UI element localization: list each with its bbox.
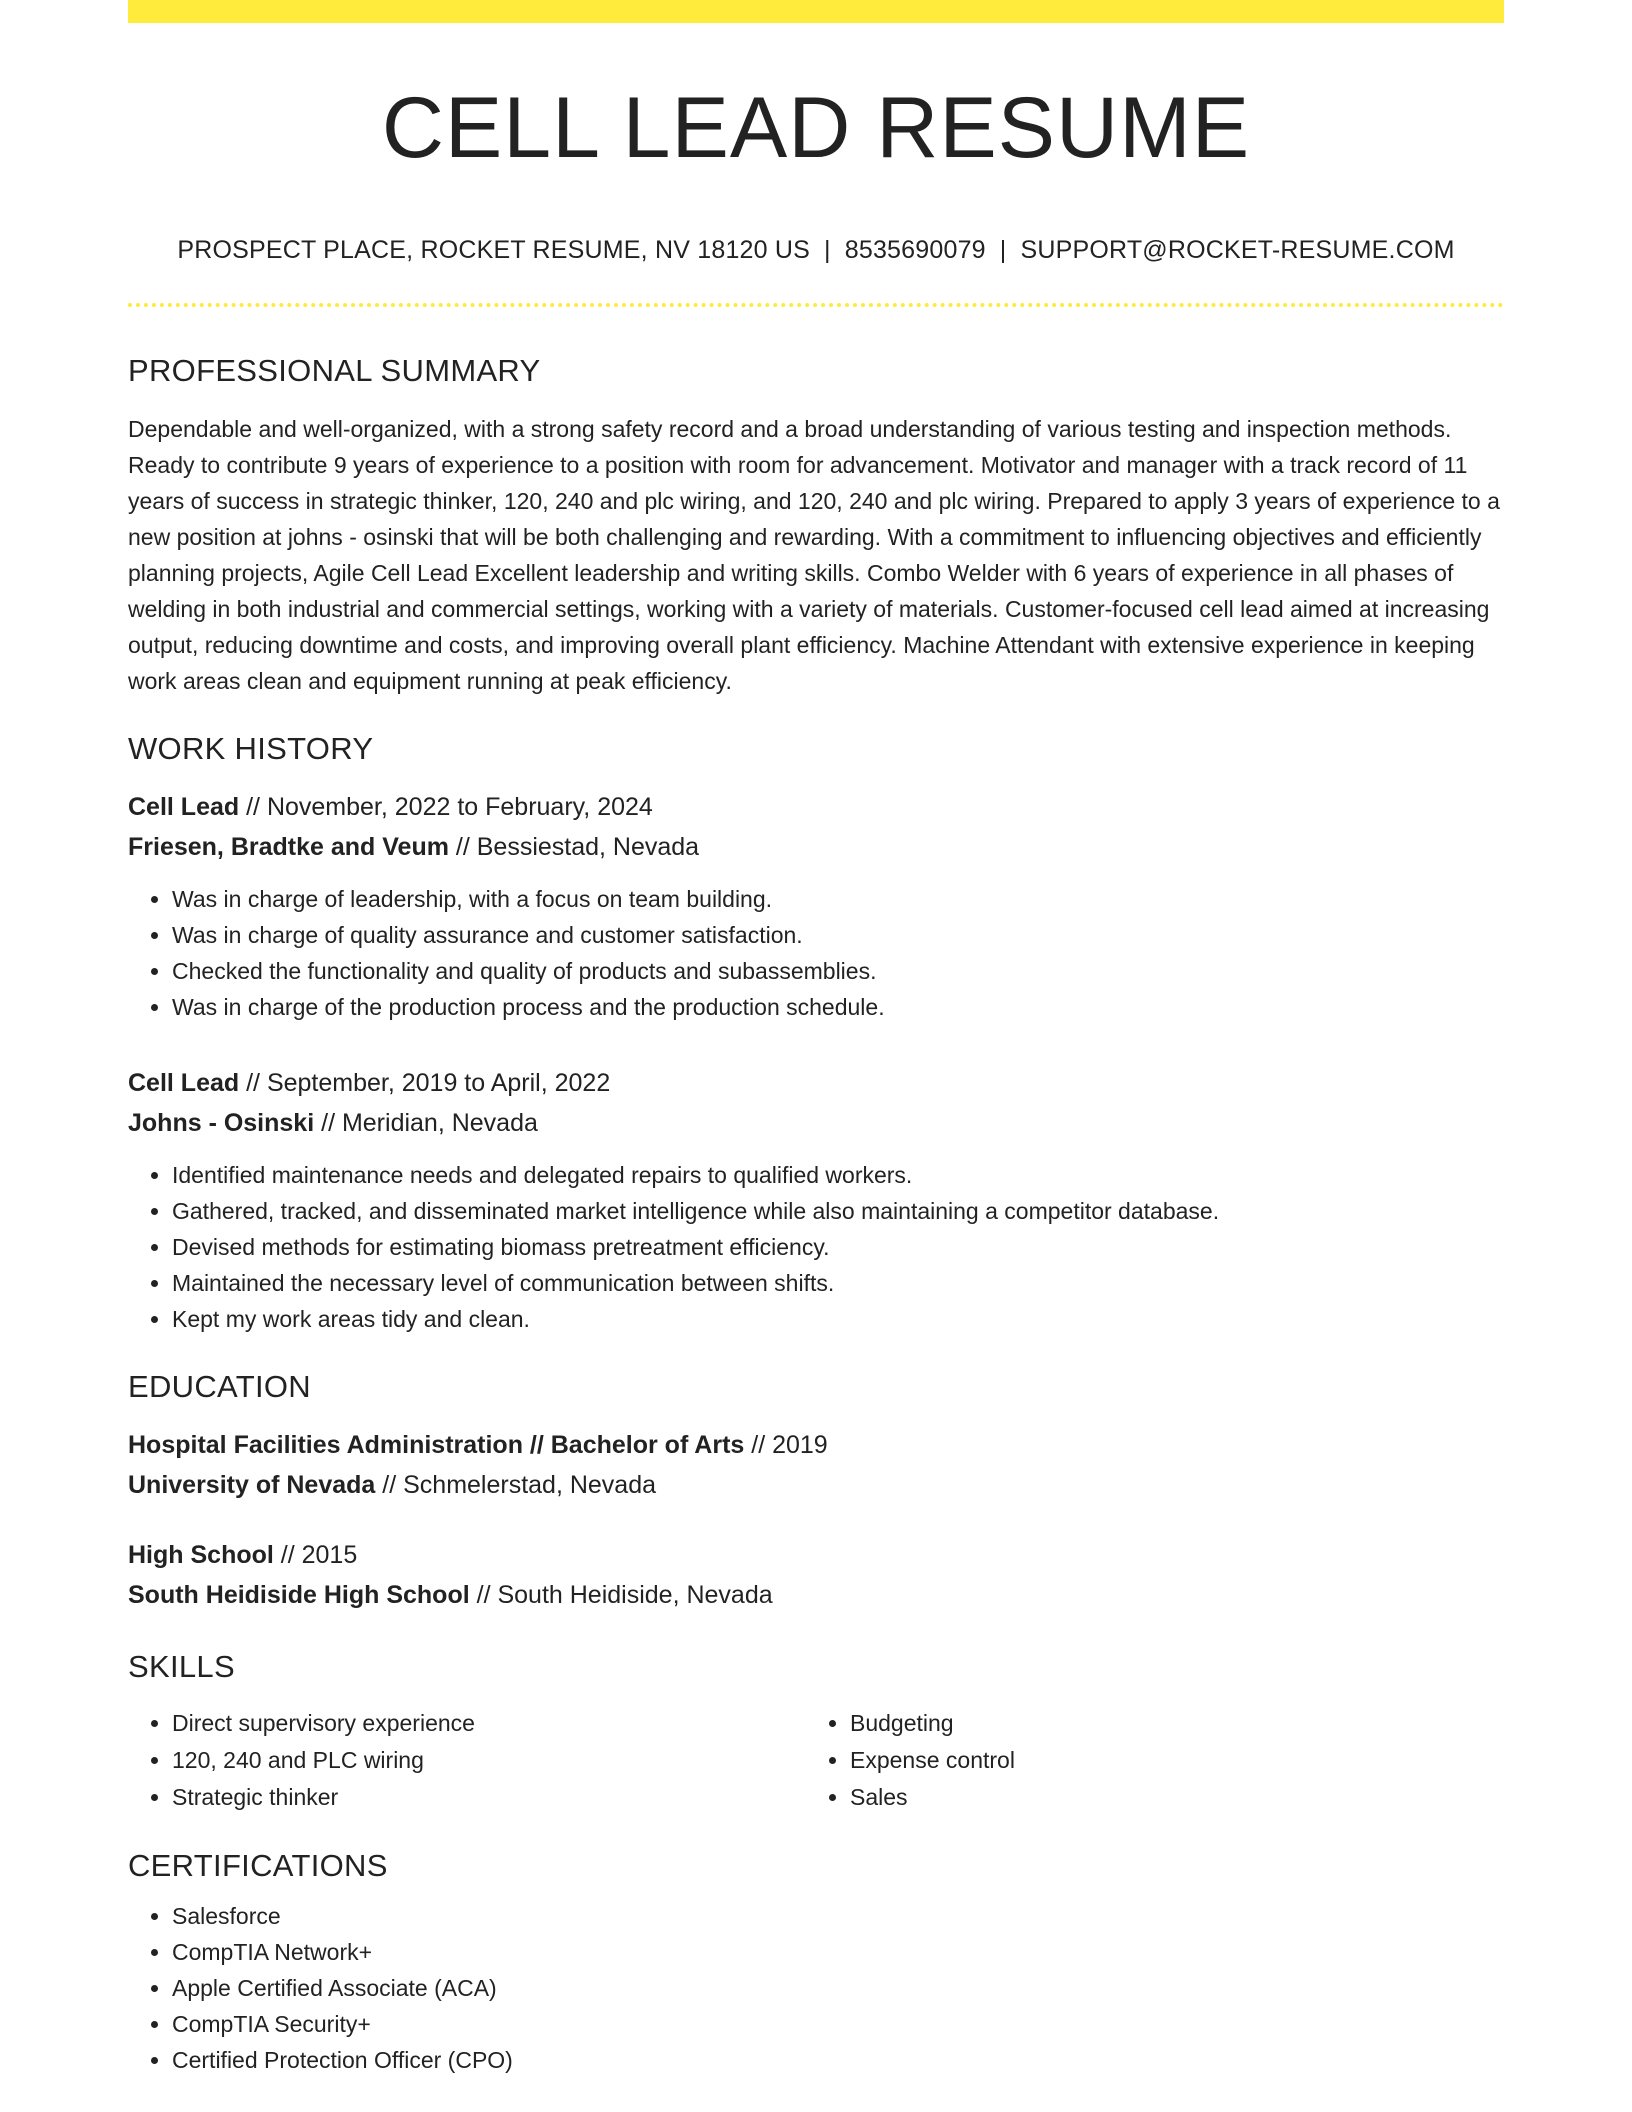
dotted-divider (128, 303, 1504, 307)
school-location: // Schmelerstad, Nevada (375, 1470, 657, 1499)
job-dates: // November, 2022 to February, 2024 (239, 792, 653, 821)
list-item: • Identified maintenance needs and delegated repairs to qualified workers. (172, 1157, 1504, 1193)
list-item: • Gathered, tracked, and disseminated market intelligence while also maintaining a competitor database. (172, 1193, 1504, 1229)
school-line (128, 1465, 1504, 1505)
skill-item: • Sales (850, 1779, 1484, 1816)
job-entry (128, 787, 1504, 1025)
resume-title: CELL LEAD RESUME (381, 80, 1251, 176)
skills-heading: SKILLS (128, 1648, 235, 1684)
skills-column-right (806, 1705, 1484, 1816)
degree-line (128, 1425, 1504, 1465)
certification-item: • Certified Protection Officer (CPO) (172, 2042, 1504, 2078)
job-title: Cell Lead (128, 792, 240, 821)
list-item: • Was in charge of quality assurance and customer satisfaction. (172, 917, 1504, 953)
contact-line (128, 236, 1504, 265)
school-name: South Heidiside High School (128, 1580, 470, 1609)
job-bullets (128, 1157, 1504, 1337)
job-company-line (128, 827, 1504, 867)
certifications-heading: CERTIFICATIONS (128, 1847, 388, 1883)
work-history-heading: WORK HISTORY (128, 730, 374, 766)
accent-top-bar (128, 0, 1504, 23)
resume-page (128, 0, 1504, 2078)
job-company: Johns - Osinski (128, 1108, 315, 1137)
certification-item: • Salesforce (172, 1898, 1504, 1934)
skill-item: • Strategic thinker (172, 1779, 806, 1816)
skill-item: • Direct supervisory experience (172, 1705, 806, 1742)
certifications-section (128, 1848, 1504, 2078)
certification-item: • CompTIA Security+ (172, 2006, 1504, 2042)
certifications-list (128, 1898, 1504, 2078)
education-entry (128, 1535, 1504, 1615)
skill-item: • 120, 240 and PLC wiring (172, 1742, 806, 1779)
contact-address: PROSPECT PLACE, ROCKET RESUME, NV 18120 US (177, 235, 811, 264)
list-item: • Maintained the necessary level of communication between shifts. (172, 1265, 1504, 1301)
contact-separator: | (824, 235, 831, 264)
school-location: // South Heidiside, Nevada (469, 1580, 773, 1609)
job-title-line (128, 787, 1504, 827)
degree-year: // 2019 (744, 1430, 828, 1459)
work-history-section (128, 731, 1504, 1337)
job-dates: // September, 2019 to April, 2022 (239, 1068, 611, 1097)
list-item: • Kept my work areas tidy and clean. (172, 1301, 1504, 1337)
certification-item: • Apple Certified Associate (ACA) (172, 1970, 1504, 2006)
degree-year: // 2015 (273, 1540, 358, 1569)
list-item: • Was in charge of the production process and the production schedule. (172, 989, 1504, 1025)
education-section (128, 1369, 1504, 1615)
school-name: University of Nevada (128, 1470, 376, 1499)
job-title-line (128, 1063, 1504, 1103)
job-location: // Meridian, Nevada (314, 1108, 538, 1137)
degree-line (128, 1535, 1504, 1575)
job-company-line (128, 1103, 1504, 1143)
list-item: • Was in charge of leadership, with a focus on team building. (172, 881, 1504, 917)
job-bullets (128, 881, 1504, 1025)
skill-item: • Budgeting (850, 1705, 1484, 1742)
school-line (128, 1575, 1504, 1615)
skills-section (128, 1649, 1504, 1816)
education-entry (128, 1425, 1504, 1505)
job-location: // Bessiestad, Nevada (448, 832, 700, 861)
list-item: • Devised methods for estimating biomass pretreatment efficiency. (172, 1229, 1504, 1265)
job-company: Friesen, Bradtke and Veum (128, 832, 449, 861)
job-title: Cell Lead (128, 1068, 240, 1097)
certification-item: • CompTIA Network+ (172, 1934, 1504, 1970)
contact-separator: | (999, 235, 1007, 264)
list-item: • Checked the functionality and quality of products and subassemblies. (172, 953, 1504, 989)
contact-phone[interactable]: 8535690079 (844, 235, 986, 264)
summary-text: Dependable and well-organized, with a strong safety record and a broad understanding of various testing and inspection methods. Ready to contribute 9 years of experience to a position with room for advancement. Motivator and manager with a track record of 11 years of success in strategic thinker, 120, 240 and plc wiring, and 120, 240 and plc wiring. Prepared to apply 3 years of experience to a new position at johns - osinski that will be both challenging and rewarding. With a commitment to influencing objectives and efficiently planning projects, Agile Cell Lead Excellent leadership and writing skills. Combo Welder with 6 years of experience in all phases of welding in both industrial and commercial settings, working with a variety of materials. Customer-focused cell lead aimed at increasing output, reducing downtime and costs, and improving overall plant efficiency. Machine Attendant with extensive experience in keeping work areas clean and equipment running at peak efficiency. (128, 415, 1500, 694)
summary-section (128, 353, 1504, 699)
degree-name: High School (128, 1540, 274, 1569)
job-entry (128, 1063, 1504, 1337)
education-heading: EDUCATION (128, 1368, 311, 1404)
summary-heading: PROFESSIONAL SUMMARY (128, 352, 541, 388)
contact-email[interactable]: SUPPORT@ROCKET-RESUME.COM (1020, 235, 1455, 264)
skill-item: • Expense control (850, 1742, 1484, 1779)
degree-name: Hospital Facilities Administration // Bachelor of Arts (128, 1430, 745, 1459)
skills-grid (128, 1705, 1504, 1816)
skills-column-left (128, 1705, 806, 1816)
